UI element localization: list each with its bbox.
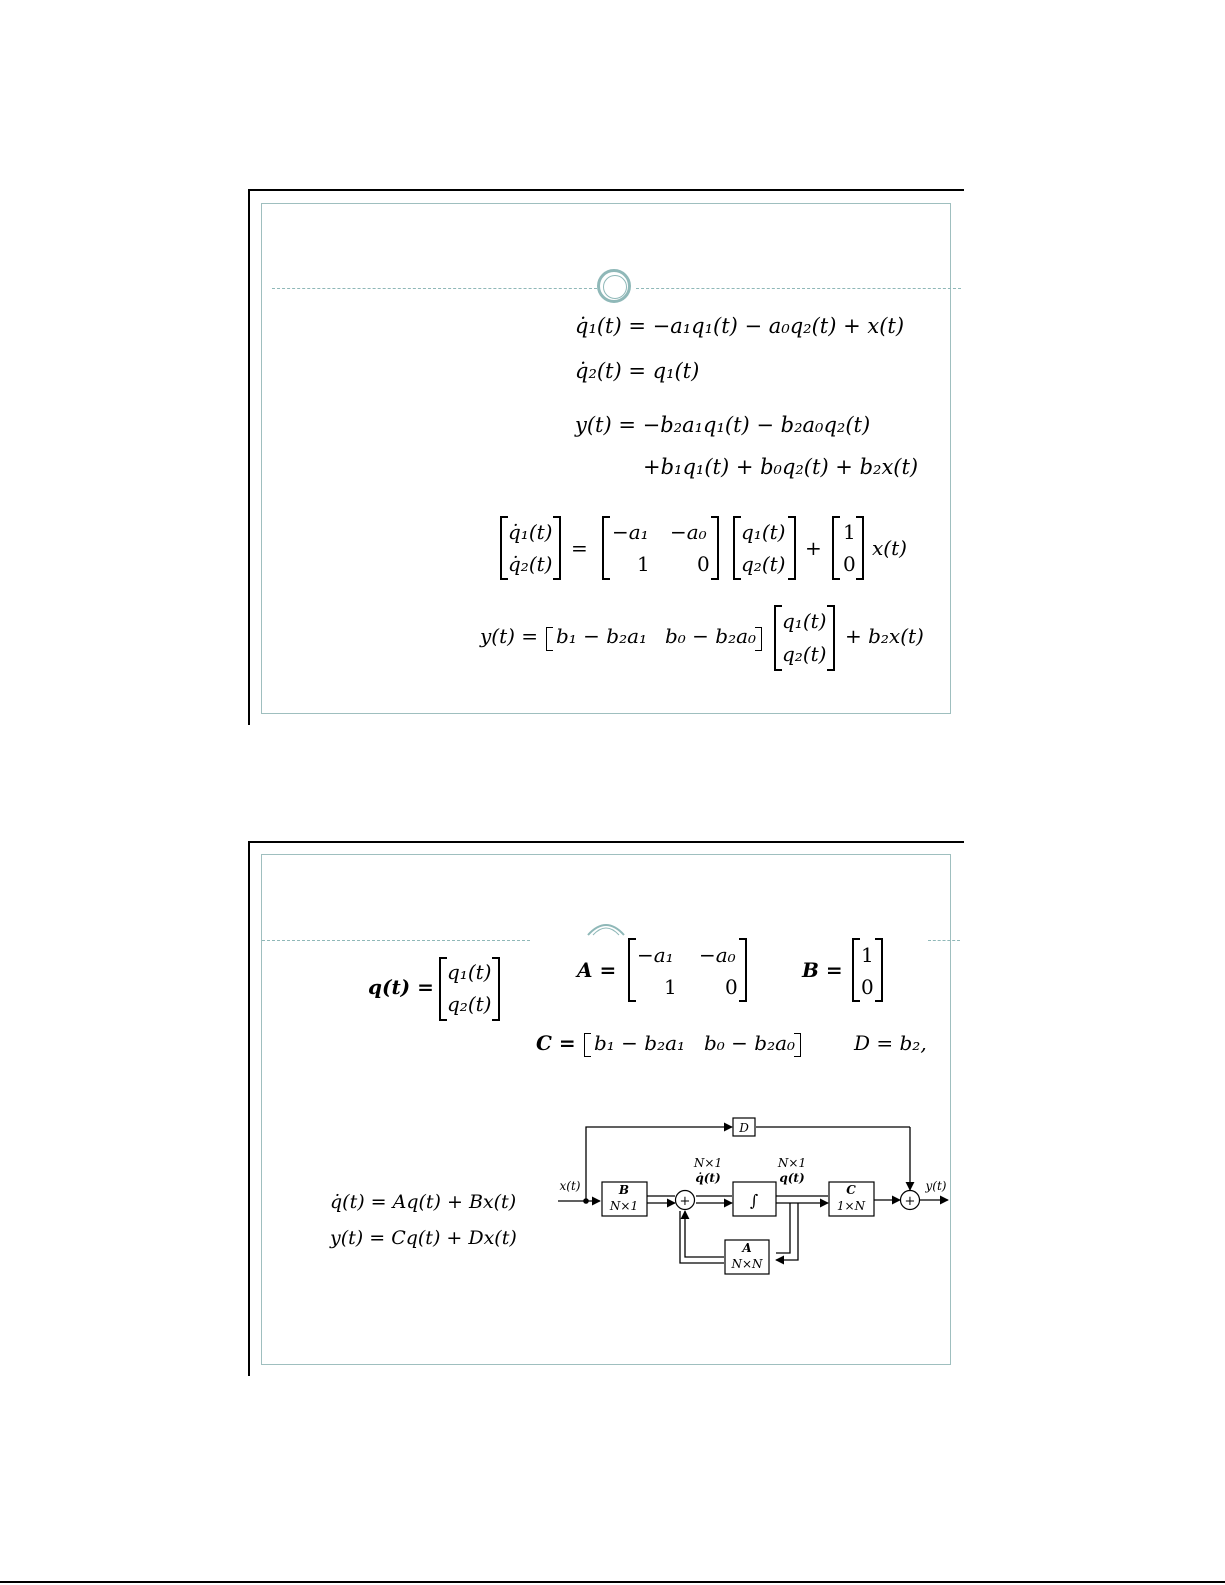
eq-y-line-1: y(t) = −b₂a₁q₁(t) − b₂a₀q₂(t): [575, 413, 871, 437]
A-21: 1: [664, 975, 677, 999]
sum-state-plus: +: [679, 1194, 691, 1209]
eq-y-line-2: +b₁q₁(t) + b₀q₂(t) + b₂x(t): [643, 455, 919, 479]
integrator-symbol: ∫: [749, 1191, 759, 1210]
qdot-dim-label: N×1: [693, 1156, 723, 1170]
B-lhs: B =: [802, 958, 843, 982]
C-2: b₀ − b₂a₀: [665, 624, 757, 648]
eq-q2-dot: q̇₂(t) = q₁(t): [575, 359, 700, 383]
D-block-label: D: [739, 1121, 749, 1135]
sum-output-plus: +: [904, 1194, 916, 1209]
y-output-label: y(t): [925, 1179, 947, 1193]
q2: q₂(t): [741, 552, 786, 576]
equals-sign: =: [571, 536, 588, 560]
A-12: −a₀: [670, 520, 707, 544]
state-equation: q̇(t) = Aq(t) + Bx(t): [330, 1191, 517, 1213]
slide-2-arc-ornament: [585, 917, 627, 937]
y-lhs: y(t) =: [480, 624, 539, 648]
B-1: 1: [843, 520, 856, 544]
C-block-label: C: [846, 1183, 856, 1197]
q-signal-label: q(t): [779, 1171, 805, 1185]
A-22: 0: [725, 975, 738, 999]
A-11: −a₁: [637, 943, 674, 967]
D-definition: D = b₂,: [854, 1031, 927, 1055]
eq-q1-dot: q̇₁(t) = −a₁q₁(t) − a₀q₂(t) + x(t): [575, 314, 905, 338]
lhs-q2-dot: q̇₂(t): [508, 552, 553, 576]
A-block-label: A: [742, 1241, 752, 1255]
A-22: 0: [697, 552, 710, 576]
slide-1-circle-ornament: [597, 269, 631, 303]
A-12: −a₀: [699, 943, 736, 967]
q2: q₂(t): [782, 642, 827, 666]
plus-sign: +: [805, 536, 822, 560]
feedthrough-term: + b₂x(t): [845, 624, 924, 648]
slide-2-divider-right: [928, 940, 960, 941]
q1: q₁(t): [741, 520, 786, 544]
B-1: 1: [861, 943, 874, 967]
C-1: b₁ − b₂a₁: [556, 624, 648, 648]
q-dim-label: N×1: [777, 1156, 807, 1170]
A-21: 1: [637, 552, 650, 576]
C-1: b₁ − b₂a₁: [594, 1031, 686, 1055]
B-2: 0: [843, 552, 856, 576]
output-equation-compact: y(t) = Cq(t) + Dx(t): [330, 1227, 517, 1249]
B-2: 0: [861, 975, 874, 999]
x-input-label: x(t): [559, 1179, 581, 1193]
qdot-signal-label: q̇(t): [695, 1171, 721, 1185]
C-block-dim: 1×N: [836, 1199, 866, 1213]
q-lhs: q(t) =: [368, 975, 434, 999]
slide-1-divider-right: [636, 288, 961, 289]
page-bottom-rule: [0, 1581, 1225, 1583]
A-11: −a₁: [612, 520, 649, 544]
lhs-q1-dot: q̇₁(t): [508, 520, 553, 544]
input-x: x(t): [872, 536, 907, 560]
B-block-dim: N×1: [609, 1199, 639, 1213]
A-block-dim: N×N: [731, 1257, 763, 1271]
A-lhs: A =: [577, 958, 617, 982]
q2: q₂(t): [447, 992, 492, 1016]
q1: q₁(t): [782, 609, 827, 633]
q1: q₁(t): [447, 960, 492, 984]
slide-1-divider-left: [272, 288, 597, 289]
B-block-label: B: [618, 1183, 630, 1197]
slide-2-divider-left: [262, 940, 530, 941]
state-space-block-diagram: [552, 1110, 950, 1280]
C-lhs: C =: [536, 1031, 576, 1055]
C-2: b₀ − b₂a₀: [704, 1031, 796, 1055]
